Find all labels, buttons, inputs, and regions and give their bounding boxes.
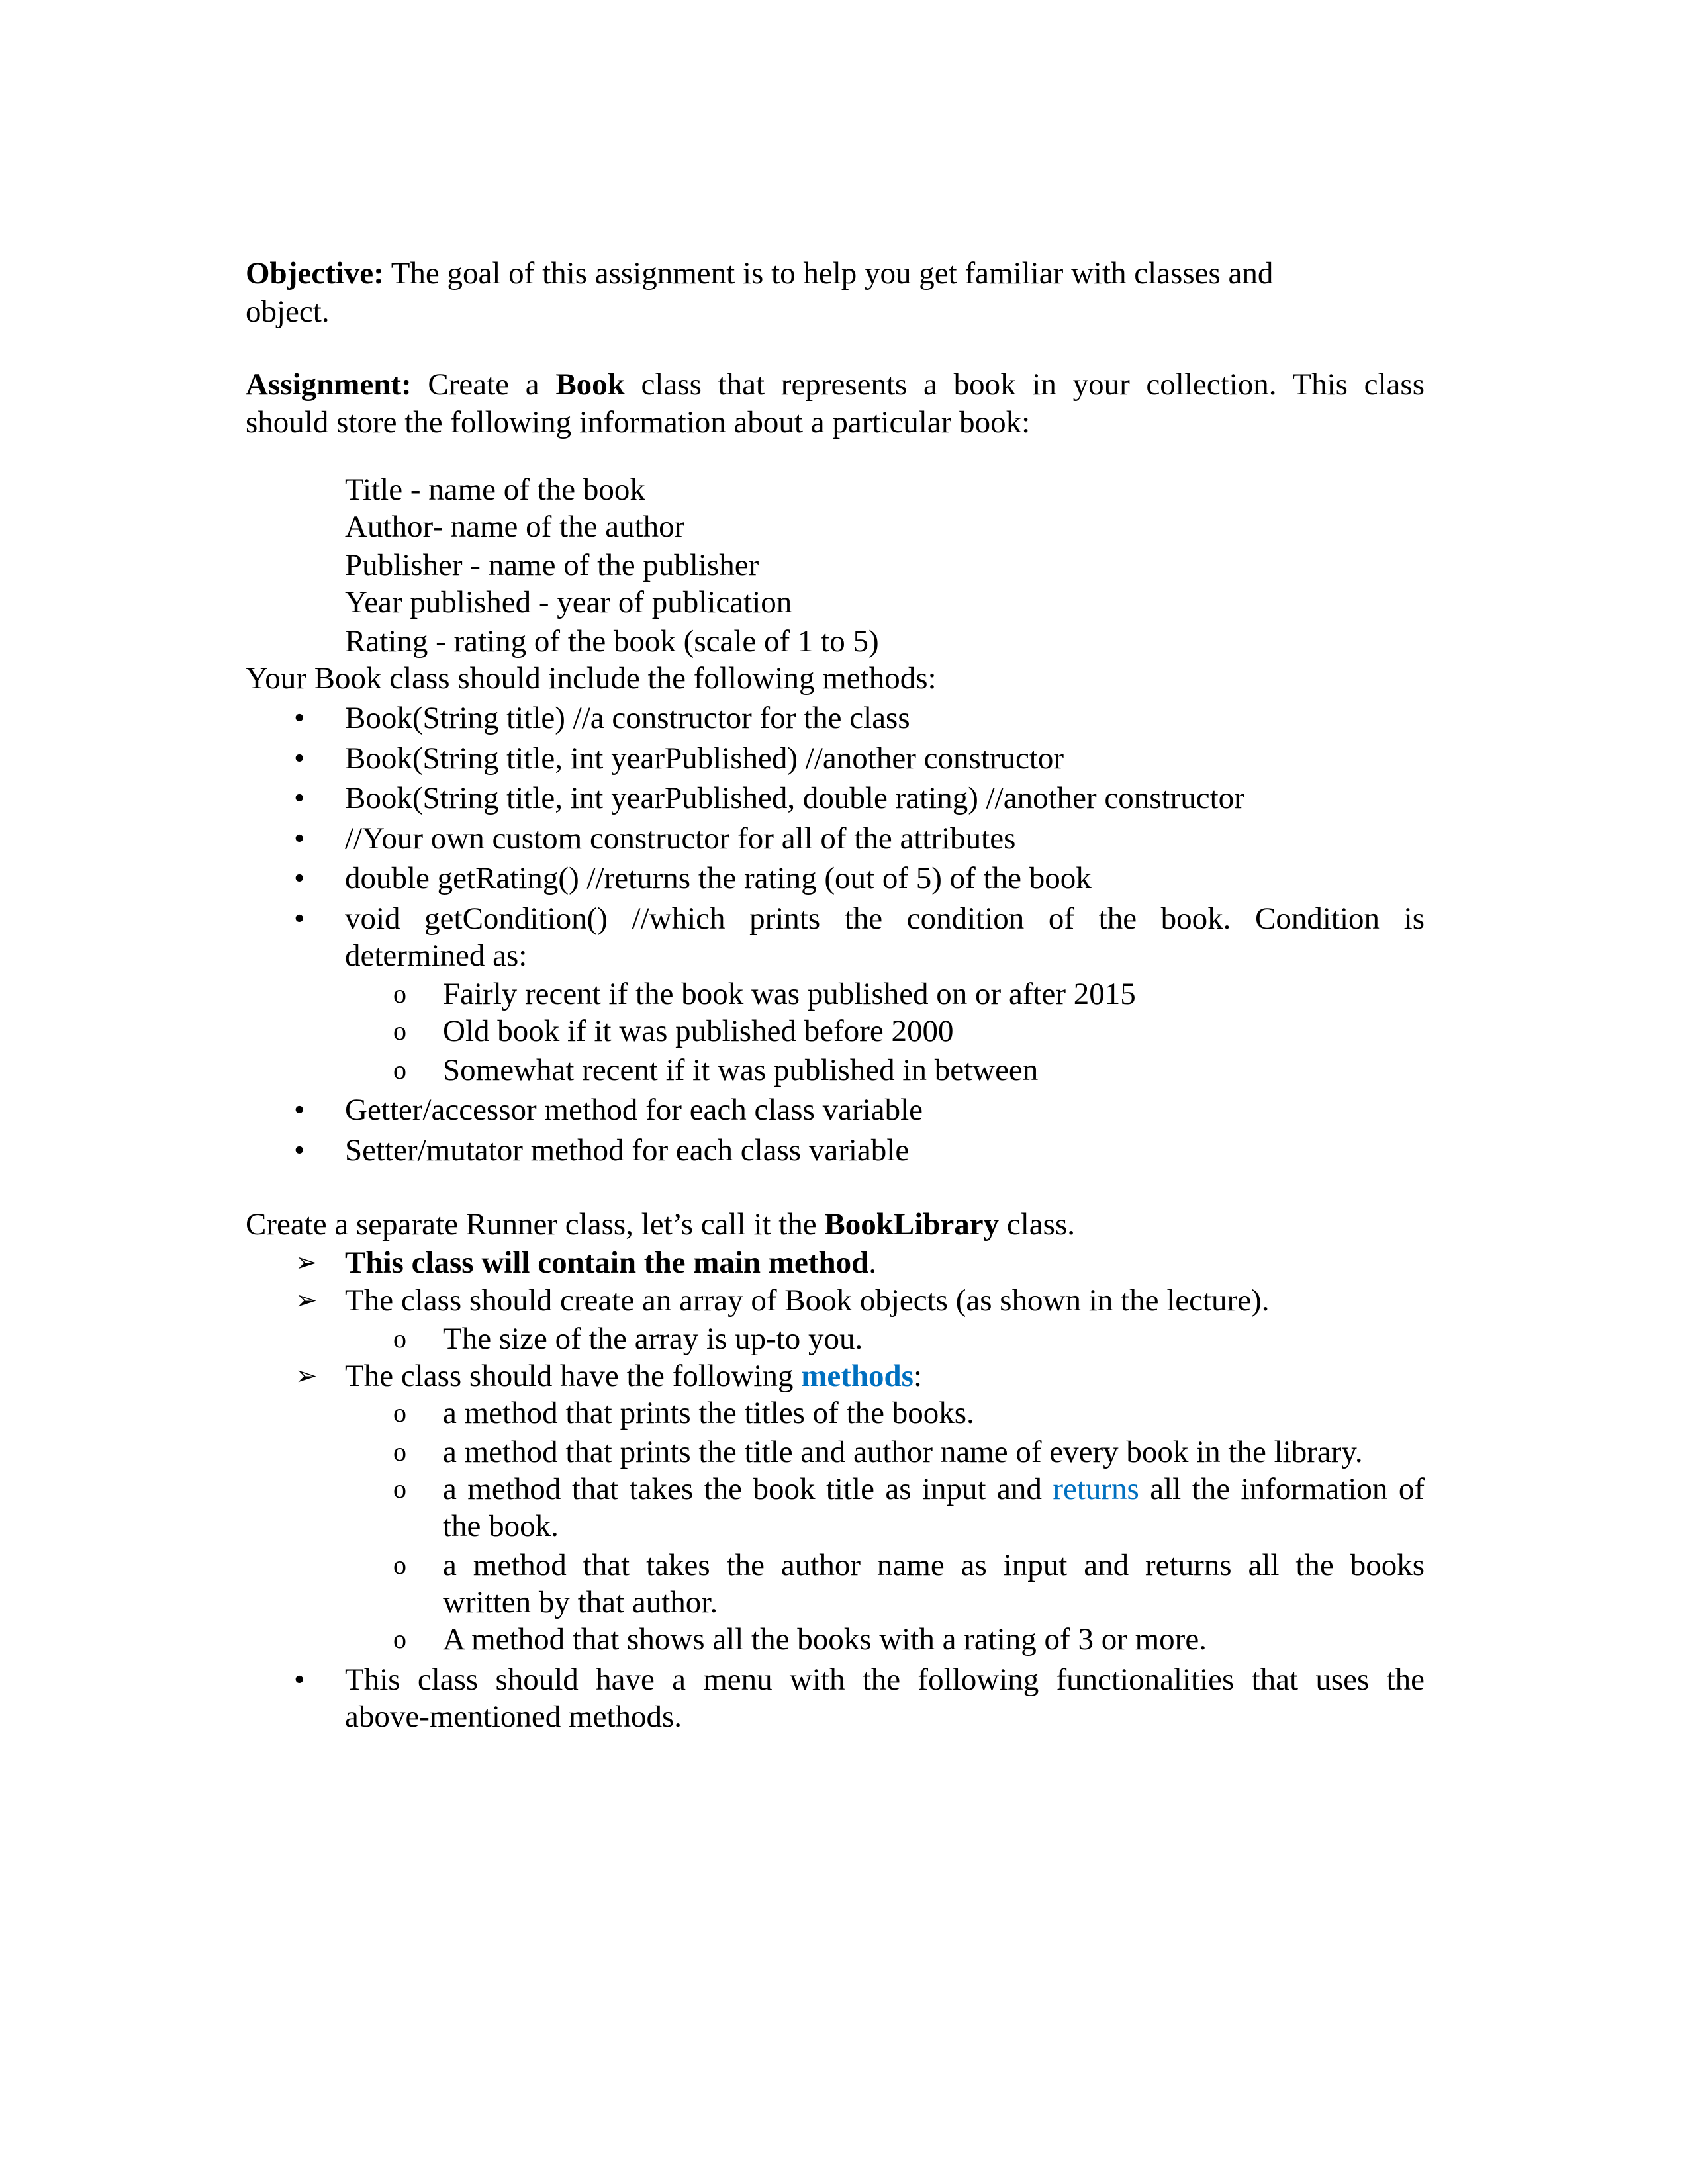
text-segment: This class should have a menu with the following functionalities that uses the	[345, 1662, 1425, 1697]
text-line	[246, 660, 937, 697]
text-segment: determined as:	[345, 938, 528, 973]
circle-marker-icon: o	[393, 1550, 406, 1580]
text-line	[345, 547, 759, 584]
arrow-marker-icon: ➢	[295, 1361, 318, 1390]
text-segment: the book.	[443, 1509, 559, 1543]
text-segment: Book(String title, int yearPublished) //another constructor	[345, 741, 1064, 776]
text-line	[443, 1471, 1425, 1508]
text-segment: The class should have the following	[345, 1359, 802, 1393]
text-segment: void getCondition() //which prints the condition of the book. Condition is	[345, 901, 1425, 936]
text-segment: a method that takes the author name as input and returns all the books	[443, 1548, 1425, 1582]
text-line	[246, 293, 330, 330]
text-line	[443, 1621, 1207, 1658]
text-segment: .	[868, 1246, 876, 1280]
text-segment: Book	[555, 367, 625, 402]
text-segment: a method that prints the titles of the books.	[443, 1396, 974, 1430]
text-line	[443, 1320, 863, 1357]
text-line	[246, 366, 1425, 403]
text-segment: Title - name of the book	[345, 473, 645, 507]
text-line	[443, 1052, 1038, 1089]
text-segment: written by that author.	[443, 1585, 718, 1619]
text-segment: Fairly recent if the book was published on or after 2015	[443, 977, 1136, 1011]
bullet-marker-icon: •	[294, 781, 305, 815]
bullet-marker-icon: •	[294, 1133, 305, 1167]
text-segment: Old book if it was published before 2000	[443, 1014, 954, 1048]
text-segment: This class will contain the main method	[345, 1246, 869, 1280]
text-segment: should store the following information about a particular book:	[246, 405, 1031, 439]
text-line	[345, 584, 792, 621]
text-segment: Your Book class should include the following methods:	[246, 661, 937, 696]
bullet-marker-icon: •	[294, 1093, 305, 1127]
bullet-marker-icon: •	[294, 861, 305, 895]
text-segment: a method that prints the title and author name of every book in the library.	[443, 1435, 1363, 1469]
text-line	[345, 1091, 923, 1128]
text-segment: The class should create an array of Book objects (as shown in the lecture).	[345, 1283, 1270, 1318]
text-segment: Book(String title, int yearPublished, double rating) //another constructor	[345, 781, 1244, 815]
text-segment: above-mentioned methods.	[345, 1700, 682, 1734]
text-segment: :	[913, 1359, 922, 1393]
text-segment: The size of the array is up-to you.	[443, 1322, 863, 1356]
text-line	[443, 1013, 953, 1050]
text-line	[443, 1433, 1363, 1471]
text-line	[345, 1282, 1269, 1319]
arrow-marker-icon: ➢	[295, 1248, 318, 1277]
bullet-marker-icon: •	[294, 901, 305, 936]
text-line	[345, 1661, 1425, 1698]
circle-marker-icon: o	[393, 1437, 406, 1467]
bullet-marker-icon: •	[294, 821, 305, 856]
text-segment: a method that takes the book title as input and	[443, 1472, 1053, 1506]
text-segment: object.	[246, 295, 330, 329]
text-segment: Book(String title) //a constructor for the class	[345, 701, 910, 735]
text-line	[345, 471, 645, 508]
circle-marker-icon: o	[393, 1624, 406, 1654]
text-segment: Setter/mutator method for each class variable	[345, 1133, 910, 1167]
text-segment: The goal of this assignment is to help you get familiar with classes and	[383, 256, 1274, 291]
text-segment: double getRating() //returns the rating (out of 5) of the book	[345, 861, 1092, 895]
text-line	[345, 740, 1064, 777]
text-line	[345, 1357, 922, 1394]
text-segment: all the information of	[1139, 1472, 1425, 1506]
text-segment: Somewhat recent if it was published in between	[443, 1053, 1039, 1087]
text-segment: //Your own custom constructor for all of the attributes	[345, 821, 1016, 856]
text-segment: Publisher - name of the publisher	[345, 548, 759, 582]
arrow-marker-icon: ➢	[295, 1285, 318, 1315]
text-line	[443, 1394, 974, 1432]
text-line	[246, 404, 1030, 441]
text-line	[345, 700, 910, 737]
circle-marker-icon: o	[393, 1324, 406, 1353]
text-line	[246, 255, 1273, 292]
circle-marker-icon: o	[393, 1474, 406, 1504]
text-line	[345, 1244, 876, 1281]
text-segment: Getter/accessor method for each class variable	[345, 1093, 923, 1127]
text-segment: A method that shows all the books with a rating of 3 or more.	[443, 1622, 1207, 1657]
text-line	[443, 1508, 559, 1545]
text-line	[345, 1132, 909, 1169]
text-line	[443, 976, 1136, 1013]
text-segment: methods	[801, 1359, 914, 1393]
circle-marker-icon: o	[393, 1055, 406, 1085]
bullet-marker-icon: •	[294, 1662, 305, 1697]
text-segment: BookLibrary	[824, 1207, 1000, 1242]
text-segment: Author- name of the author	[345, 510, 685, 544]
circle-marker-icon: o	[393, 1016, 406, 1046]
text-line	[443, 1584, 718, 1621]
text-segment: class.	[999, 1207, 1076, 1242]
text-segment: Objective:	[246, 256, 384, 291]
text-segment: Assignment:	[246, 367, 412, 402]
circle-marker-icon: o	[393, 1398, 406, 1428]
circle-marker-icon: o	[393, 979, 406, 1009]
text-line	[443, 1547, 1425, 1584]
text-segment: Create a separate Runner class, let’s call it the	[246, 1207, 825, 1242]
text-segment: Year published - year of publication	[345, 585, 792, 619]
text-line	[345, 1698, 682, 1735]
text-segment: class that represents a book in your collection. This class	[624, 367, 1425, 402]
text-line	[345, 860, 1092, 897]
text-line	[345, 937, 527, 974]
text-line	[246, 1206, 1075, 1243]
text-line	[345, 820, 1015, 857]
bullet-marker-icon: •	[294, 741, 305, 776]
text-line	[345, 780, 1244, 817]
text-segment: Create a	[411, 367, 556, 402]
text-line	[345, 623, 879, 660]
text-line	[345, 900, 1425, 937]
text-segment: Rating - rating of the book (scale of 1 to 5)	[345, 624, 879, 659]
bullet-marker-icon: •	[294, 701, 305, 735]
text-segment: returns	[1053, 1472, 1139, 1506]
text-line	[345, 508, 684, 545]
